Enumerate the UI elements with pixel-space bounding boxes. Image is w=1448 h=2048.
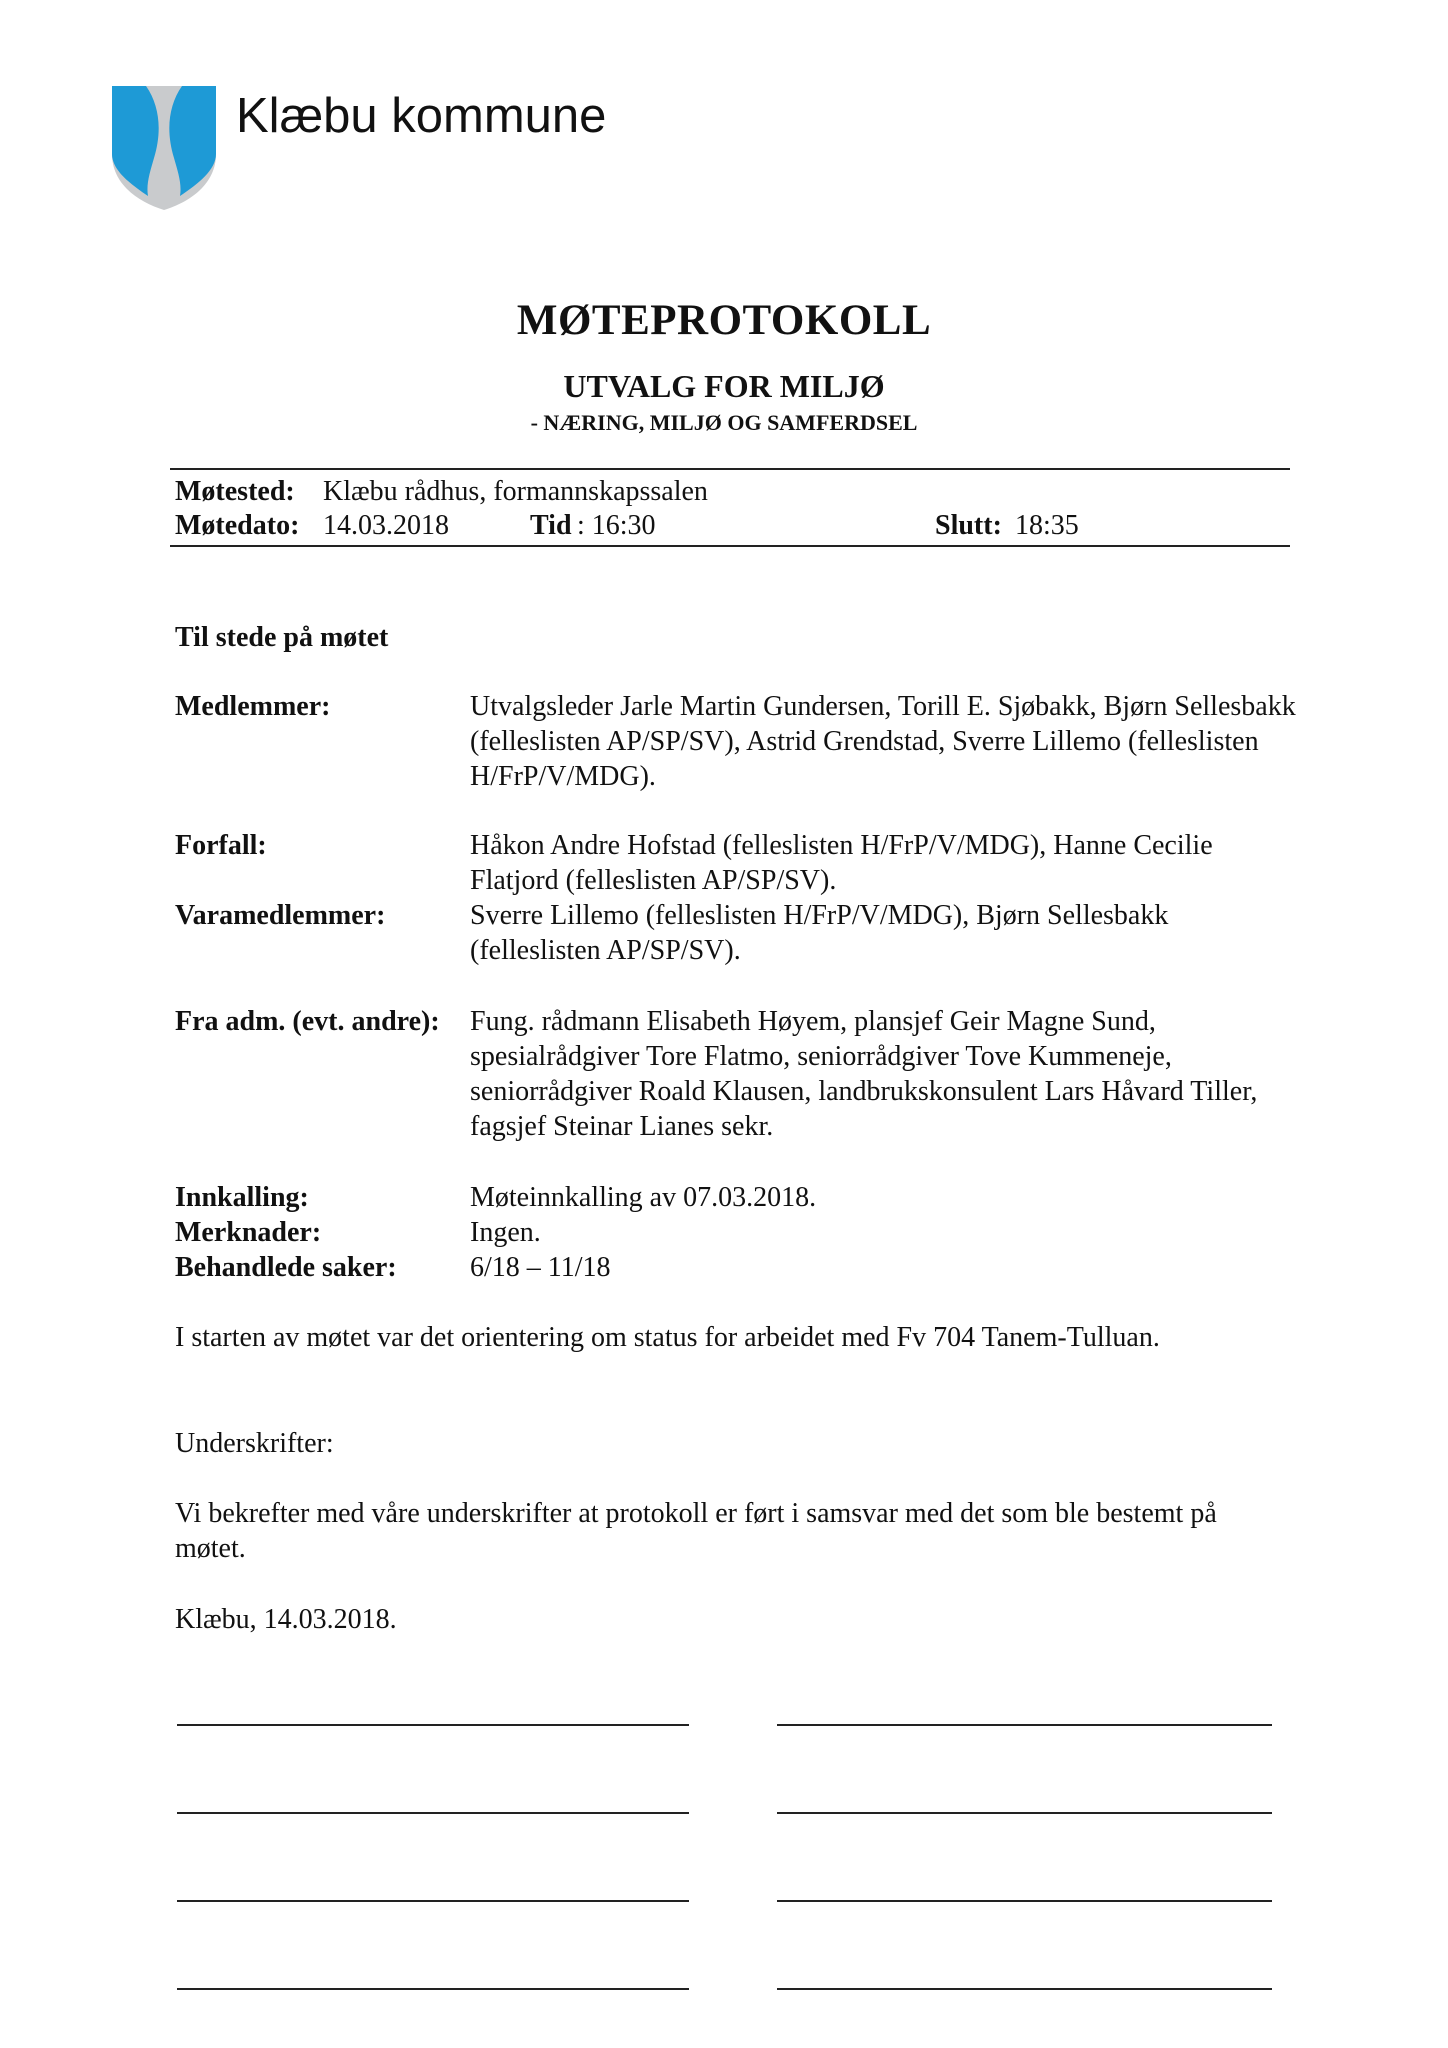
signature-line	[777, 1900, 1272, 1902]
meeting-date-row	[175, 510, 1275, 545]
signature-line	[777, 1724, 1272, 1726]
substitutes-list: Sverre Lillemo (felleslisten H/FrP/V/MDG), Bjørn Sellesbakk (felleslisten AP/SP/SV).	[470, 900, 1169, 966]
meeting-time-label: Tid	[530, 510, 572, 541]
signature-line	[177, 1900, 689, 1902]
substitutes-label: Varamedlemmer:	[175, 900, 386, 931]
meeting-date-label: Møtedato:	[175, 510, 300, 541]
meeting-date: 14.03.2018	[323, 510, 449, 541]
klaebu-coat-of-arms-icon	[110, 84, 218, 212]
committee-subtitle: - NÆRING, MILJØ OG SAMFERDSEL	[530, 410, 918, 435]
signatures-heading: Underskrifter:	[175, 1428, 334, 1459]
admin-label: Fra adm. (evt. andre):	[175, 1006, 440, 1037]
place-date: Klæbu, 14.03.2018.	[175, 1604, 397, 1635]
top-rule	[170, 468, 1290, 470]
meeting-place-label: Møtested:	[175, 476, 295, 507]
invitation-label: Innkalling:	[175, 1182, 309, 1213]
signature-line	[177, 1724, 689, 1726]
committee-name: UTVALG FOR MILJØ	[563, 368, 885, 404]
meeting-time: : 16:30	[577, 510, 656, 541]
signature-line	[777, 1812, 1272, 1814]
members-label: Medlemmer:	[175, 691, 331, 722]
invitation-value: Møteinnkalling av 07.03.2018.	[470, 1182, 817, 1213]
absent-label: Forfall:	[175, 830, 267, 861]
members-list: Utvalgsleder Jarle Martin Gundersen, Torill E. Sjøbakk, Bjørn Sellesbakk (felleslisten AP/SP/SV), Astrid Grendstad, Sverre Lillemo (felleslisten H/FrP/V/MDG).	[470, 691, 1296, 792]
signatures-statement: Vi bekrefter med våre underskrifter at protokoll er ført i samsvar med det som ble bestemt på møtet.	[175, 1498, 1217, 1564]
meeting-place-row	[175, 476, 708, 508]
absent-list: Håkon Andre Hofstad (felleslisten H/FrP/V/MDG), Hanne Cecilie Flatjord (felleslisten AP/SP/SV).	[470, 830, 1213, 896]
bottom-rule	[170, 545, 1290, 547]
remarks-label: Merknader:	[175, 1217, 322, 1248]
signature-line	[177, 1988, 689, 1990]
meeting-place: Klæbu rådhus, formannskapssalen	[323, 476, 708, 507]
signature-line	[777, 1988, 1272, 1990]
cases-label: Behandlede saker:	[175, 1252, 397, 1283]
municipality-name: Klæbu kommune	[236, 89, 607, 143]
meeting-end-label: Slutt:	[935, 510, 1002, 541]
remarks-value: Ingen.	[470, 1217, 541, 1248]
attendance-heading: Til stede på møtet	[175, 622, 389, 653]
cases-value: 6/18 – 11/18	[470, 1252, 611, 1283]
document-title: MØTEPROTOKOLL	[516, 297, 932, 344]
admin-list: Fung. rådmann Elisabeth Høyem, plansjef Geir Magne Sund, spesialrådgiver Tore Flatmo, seniorrådgiver Tove Kummeneje, seniorrådgiver Roald Klausen, landbrukskonsulent Lars Håvard Tiller, fagsjef Steinar Lianes sekr.	[470, 1006, 1258, 1142]
meeting-end: 18:35	[1015, 510, 1079, 541]
signature-line	[177, 1812, 689, 1814]
intro-note: I starten av møtet var det orientering om status for arbeidet med Fv 704 Tanem-Tulluan.	[175, 1322, 1160, 1353]
